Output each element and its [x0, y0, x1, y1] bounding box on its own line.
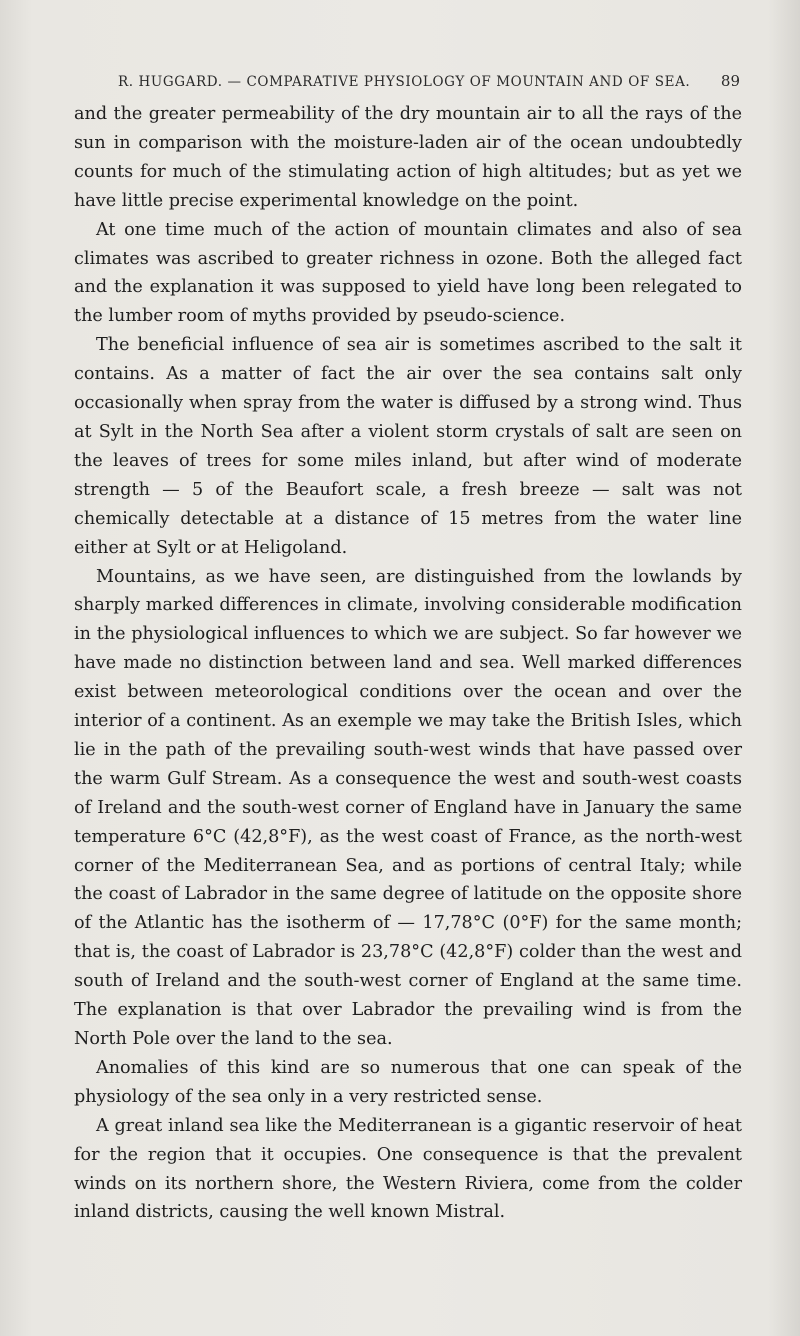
paragraph: Anomalies of this kind are so numerous that one can speak of the physiology of the sea only in a very restricted sense.	[74, 1057, 742, 1107]
paragraph: and the greater permeability of the dry mountain air to all the rays of the sun in comparison with the moisture-laden air of the ocean undoubtedly counts for much of the stimulating action of high altitudes; but as yet we have little precise experimental knowledge on the point.	[74, 104, 742, 211]
paragraph: Mountains, as we have seen, are distinguished from the lowlands by sharply marked differences in climate, involving considerable modification in the physiological influences to which we are subject. So far however we have made no distinction between land and sea. Well marked differences exist between meteorological conditions over the ocean and over the interior of a continent. As an exemple we may take the British Isles, which lie in the path of the prevailing south-west winds that have passed over the warm Gulf Stream. As a consequence the west and south-west coasts of Ireland and the south-west corner of England have in January the same temperature 6°C (42,8°F), as the west coast of France, as the north-west corner of the Mediterranean Sea, and as portions of central Italy; while the coast of Labrador in the same degree of latitude on the opposite shore of the Atlantic has the isotherm of — 17,78°C (0°F) for the same month; that is, the coast of Labrador is 23,78°C (42,8°F) colder than the west and south of Ireland and the south-west corner of England at the same time. The explanation is that over Labrador the prevailing wind is from the North Pole over the land to the sea.	[74, 566, 742, 1049]
running-header	[118, 72, 740, 90]
running-title: R. HUGGARD. — COMPARATIVE PHYSIOLOGY OF MOUNTAIN AND OF SEA.	[118, 74, 691, 90]
body-text	[74, 100, 742, 1227]
paragraph: At one time much of the action of mountain climates and also of sea climates was ascribed to greater richness in ozone. Both the alleged fact and the explanation it was supposed to yield have long been relegated to the lumber room of myths provided by pseudo-science.	[74, 219, 742, 327]
page-number: 89	[720, 72, 740, 90]
paragraph: A great inland sea like the Mediterranean is a gigantic reservoir of heat for the region that it occupies. One consequence is that the prevalent winds on its northern shore, the Western Riviera, come from the colder inland districts, causing the well known Mistral.	[74, 1115, 742, 1223]
paragraph: The beneficial influence of sea air is sometimes ascribed to the salt it contains. As a matter of fact the air over the sea contains salt only occasionally when spray from the water is diffused by a strong wind. Thus at Sylt in the North Sea after a violent storm crystals of salt are seen on the leaves of trees for some miles inland, but after wind of moderate strength — 5 of the Beaufort scale, a fresh breeze — salt was not chemically detectable at a distance of 15 metres from the water line either at Sylt or at Heligoland.	[74, 335, 742, 558]
